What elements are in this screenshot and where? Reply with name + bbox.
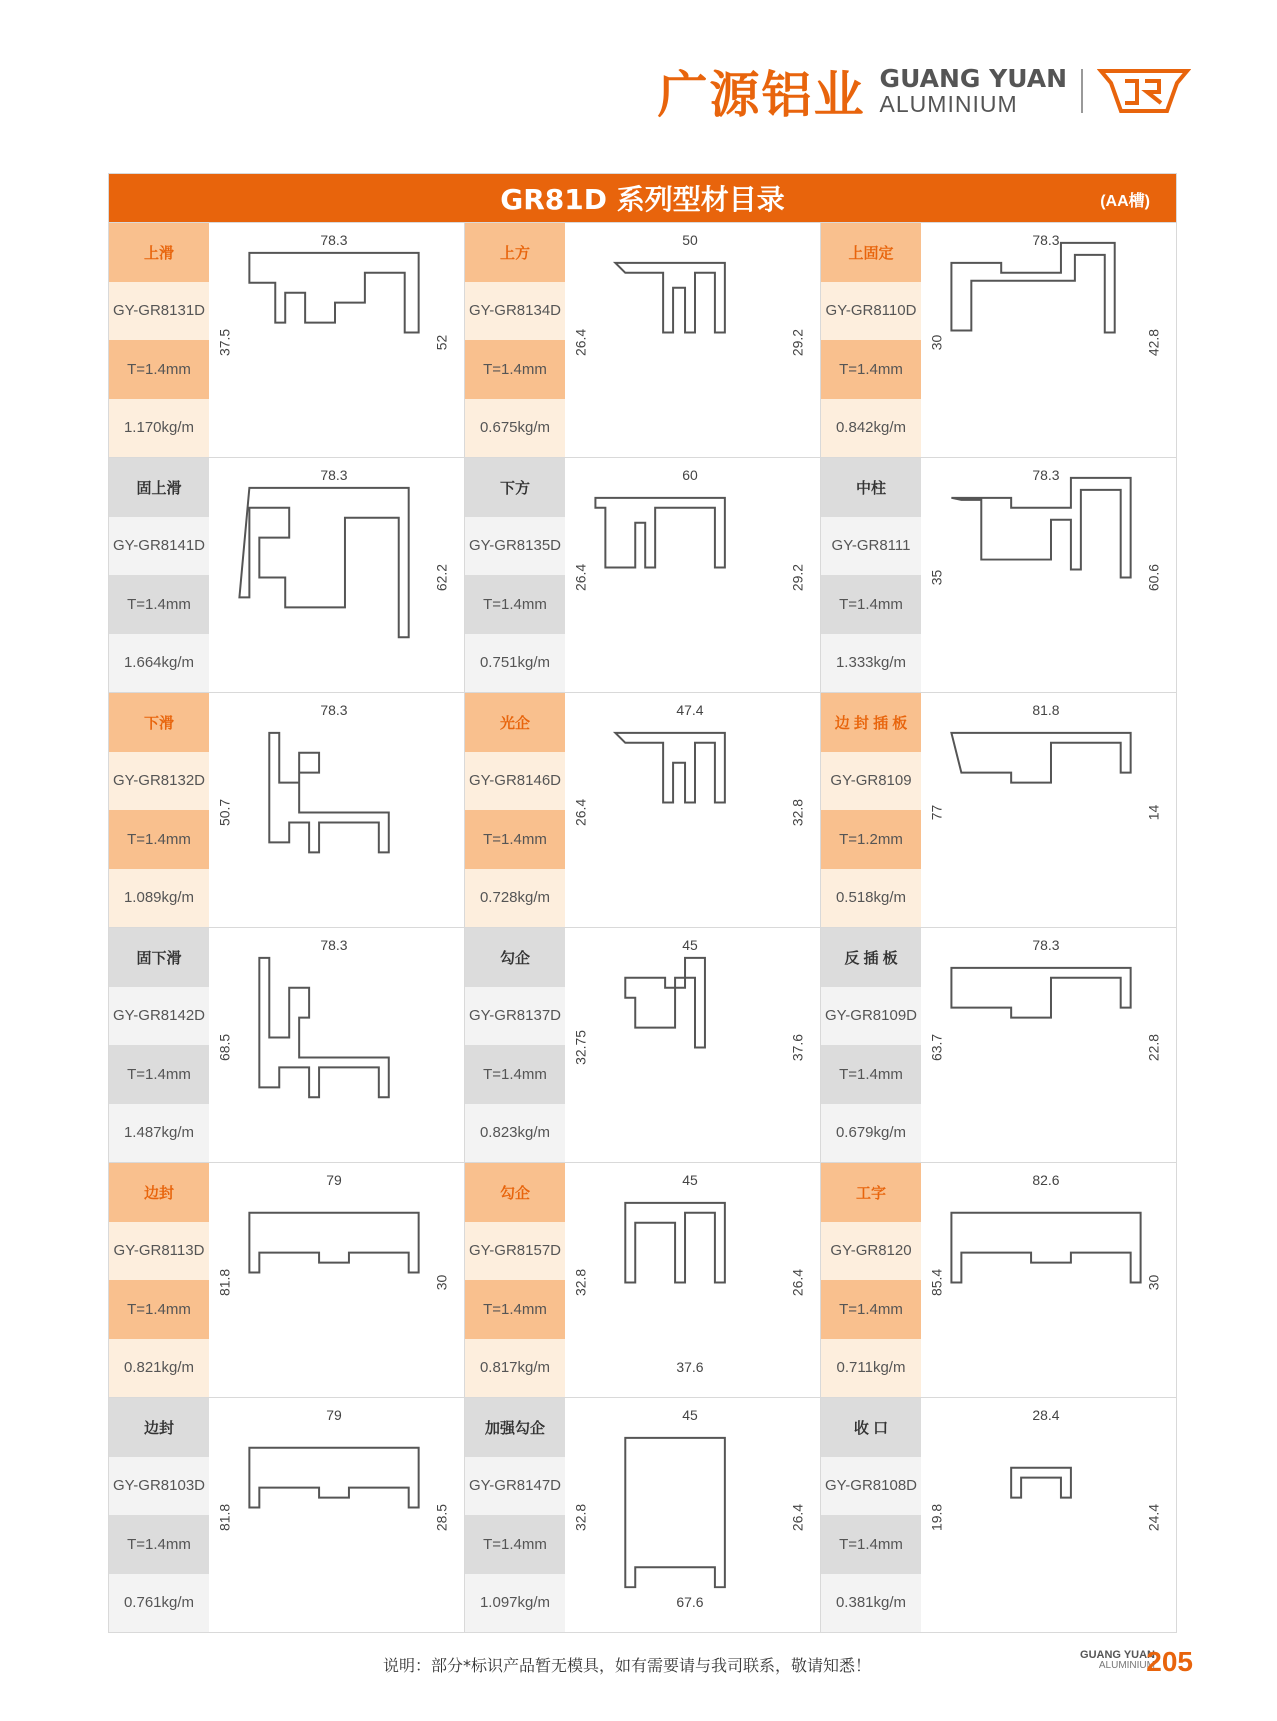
- profile-thickness: T=1.4mm: [109, 1280, 209, 1339]
- catalog-title-bar: [108, 173, 1177, 222]
- profile-thickness: T=1.4mm: [821, 575, 921, 634]
- dimension-label: 79: [326, 1406, 342, 1423]
- profile-outline: [951, 243, 1114, 333]
- profile-code: GY-GR8108D: [821, 1457, 921, 1516]
- profile-outline: [249, 1213, 418, 1273]
- profile-info: [465, 223, 565, 457]
- profile-outline: [249, 253, 418, 333]
- profile-section-drawing: [921, 1163, 1176, 1397]
- profile-cell: [109, 458, 465, 693]
- brand-name-cn: 广源铝业: [657, 66, 866, 124]
- profile-weight: 1.097kg/m: [465, 1574, 565, 1633]
- dimension-label: 42.8: [1145, 328, 1162, 357]
- profile-section-drawing: [565, 1398, 820, 1632]
- dimension-label: 68.5: [216, 1033, 233, 1062]
- profile-name: 加强勾企: [465, 1398, 565, 1457]
- profile-cell: [821, 928, 1177, 1163]
- profile-info: [109, 1163, 209, 1397]
- profile-outline: [249, 1448, 418, 1508]
- profile-drawing: [565, 928, 820, 1162]
- dimension-label: 35: [928, 569, 945, 586]
- dimension-label: 78.3: [1032, 936, 1060, 953]
- profile-info: [465, 1163, 565, 1397]
- dimension-label: 19.8: [928, 1503, 945, 1532]
- dimension-label: 32.8: [572, 1503, 589, 1532]
- profile-name: 工字: [821, 1163, 921, 1222]
- profile-name: 边封: [109, 1163, 209, 1222]
- dimension-label: 81.8: [216, 1268, 233, 1297]
- dimension-label: 77: [928, 804, 945, 821]
- profile-code: GY-GR8110D: [821, 282, 921, 341]
- profile-code: GY-GR8142D: [109, 987, 209, 1046]
- profile-section-drawing: [921, 223, 1176, 457]
- profile-code: GY-GR8157D: [465, 1222, 565, 1281]
- profile-outline: [1011, 1468, 1071, 1498]
- profile-drawing: [209, 1163, 464, 1397]
- dimension-label: 22.8: [1145, 1033, 1162, 1062]
- profile-code: GY-GR8134D: [465, 282, 565, 341]
- profile-outline: [615, 263, 725, 333]
- dimension-label: 26.4: [572, 328, 589, 357]
- profile-outline: [951, 478, 1130, 578]
- profile-outline: [625, 1438, 725, 1587]
- dimension-label: 50.7: [216, 798, 233, 827]
- dimension-label: 47.4: [676, 701, 704, 718]
- profile-cell: [465, 223, 821, 458]
- profile-thickness: T=1.4mm: [109, 340, 209, 399]
- profile-thickness: T=1.4mm: [821, 1045, 921, 1104]
- profile-cell: [821, 1398, 1177, 1633]
- profile-drawing: [921, 928, 1176, 1162]
- profile-cell: [821, 1163, 1177, 1398]
- profile-thickness: T=1.4mm: [465, 1045, 565, 1104]
- profile-cell: [109, 223, 465, 458]
- dimension-label: 45: [682, 1171, 698, 1188]
- profile-weight: 1.089kg/m: [109, 869, 209, 928]
- dimension-label: 78.3: [320, 701, 348, 718]
- profile-info: [465, 1398, 565, 1632]
- profile-weight: 1.487kg/m: [109, 1104, 209, 1163]
- profile-drawing: [565, 458, 820, 692]
- profile-name: 勾企: [465, 1163, 565, 1222]
- profile-drawing: [565, 693, 820, 927]
- profile-name: 中柱: [821, 458, 921, 517]
- dimension-label: 67.6: [676, 1594, 704, 1611]
- profile-weight: 0.821kg/m: [109, 1339, 209, 1398]
- profile-name: 勾企: [465, 928, 565, 987]
- profile-name: 上固定: [821, 223, 921, 282]
- profile-section-drawing: [209, 223, 464, 457]
- profile-code: GY-GR8109D: [821, 987, 921, 1046]
- footer-brand-2: ALUMINIUM: [1098, 1660, 1155, 1671]
- profile-info: [465, 458, 565, 692]
- profile-name: 上方: [465, 223, 565, 282]
- profile-code: GY-GR8135D: [465, 517, 565, 576]
- profile-outline: [951, 968, 1130, 1018]
- profile-info: [109, 1398, 209, 1632]
- dimension-label: 45: [682, 936, 698, 953]
- profile-drawing: [565, 1398, 820, 1632]
- profile-name: 边 封 插 板: [821, 693, 921, 752]
- dimension-label: 62.2: [433, 563, 450, 592]
- profile-cell: [821, 693, 1177, 928]
- dimension-label: 78.3: [1032, 231, 1060, 248]
- profile-cell: [465, 1163, 821, 1398]
- profile-weight: 0.817kg/m: [465, 1339, 565, 1398]
- profile-section-drawing: [565, 693, 820, 927]
- profile-weight: 0.381kg/m: [821, 1574, 921, 1633]
- dimension-label: 32.75: [572, 1030, 589, 1065]
- profile-cell: [465, 928, 821, 1163]
- profile-drawing: [209, 693, 464, 927]
- profile-weight: 1.664kg/m: [109, 634, 209, 693]
- profile-outline: [625, 1203, 725, 1283]
- dimension-label: 78.3: [1032, 466, 1060, 483]
- dimension-label: 26.4: [572, 563, 589, 592]
- profile-info: [821, 1398, 921, 1632]
- profile-code: GY-GR8111: [821, 517, 921, 576]
- dimension-label: 85.4: [928, 1268, 945, 1297]
- profile-code: GY-GR8120: [821, 1222, 921, 1281]
- profile-weight: 1.333kg/m: [821, 634, 921, 693]
- profile-section-drawing: [565, 223, 820, 457]
- dimension-label: 28.5: [433, 1503, 450, 1532]
- footer-brand-1: GUANG YUAN: [1080, 1649, 1155, 1661]
- profile-weight: 0.675kg/m: [465, 399, 565, 458]
- profile-cell: [109, 1398, 465, 1633]
- profile-info: [465, 693, 565, 927]
- dimension-label: 81.8: [1032, 701, 1060, 718]
- profile-name: 反 插 板: [821, 928, 921, 987]
- dimension-label: 14: [1145, 804, 1162, 821]
- profile-outline: [951, 733, 1130, 783]
- profile-info: [821, 458, 921, 692]
- catalog-note: (AA槽): [1100, 193, 1150, 210]
- profile-name: 边封: [109, 1398, 209, 1457]
- profile-weight: 1.170kg/m: [109, 399, 209, 458]
- profile-thickness: T=1.4mm: [821, 1280, 921, 1339]
- profile-thickness: T=1.4mm: [109, 810, 209, 869]
- profile-name: 下滑: [109, 693, 209, 752]
- dimension-label: 24.4: [1145, 1503, 1162, 1532]
- profile-drawing: [209, 1398, 464, 1632]
- profile-drawing: [209, 223, 464, 457]
- dimension-label: 26.4: [789, 1268, 806, 1297]
- profile-thickness: T=1.4mm: [821, 1515, 921, 1574]
- profile-cell: [465, 693, 821, 928]
- profile-outline: [259, 958, 388, 1097]
- profile-cell: [821, 223, 1177, 458]
- profile-thickness: T=1.4mm: [465, 810, 565, 869]
- profile-name: 收 口: [821, 1398, 921, 1457]
- profile-name: 固下滑: [109, 928, 209, 987]
- profile-info: [109, 693, 209, 927]
- profile-info: [821, 693, 921, 927]
- profile-cell: [109, 1163, 465, 1398]
- dimension-label: 37.6: [789, 1033, 806, 1062]
- profile-section-drawing: [921, 693, 1176, 927]
- dimension-label: 50: [682, 231, 698, 248]
- profile-code: GY-GR8132D: [109, 752, 209, 811]
- profile-weight: 0.518kg/m: [821, 869, 921, 928]
- footer-note: 说明：部分*标识产品暂无模具，如有需要请与我司联系，敬请知悉！: [383, 1656, 872, 1675]
- profile-cell: [465, 458, 821, 693]
- profile-drawing: [565, 223, 820, 457]
- dimension-label: 60: [682, 466, 698, 483]
- profile-drawing: [921, 693, 1176, 927]
- profile-section-drawing: [921, 928, 1176, 1162]
- dimension-label: 30: [1145, 1274, 1162, 1291]
- dimension-label: 29.2: [789, 563, 806, 592]
- dimension-label: 78.3: [320, 231, 348, 248]
- profile-info: [109, 458, 209, 692]
- catalog-title: GR81D 系列型材目录: [500, 183, 785, 216]
- profile-drawing: [209, 458, 464, 692]
- profile-section-drawing: [209, 928, 464, 1162]
- brand-emblem-icon: [1097, 63, 1191, 119]
- dimension-label: 52: [433, 334, 450, 351]
- profile-info: [109, 223, 209, 457]
- brand-name-en: [880, 65, 1067, 118]
- profile-section-drawing: [209, 458, 464, 692]
- logo-divider: [1081, 69, 1083, 113]
- dimension-label: 79: [326, 1171, 342, 1188]
- profile-outline: [269, 733, 388, 852]
- dimension-label: 32.8: [789, 798, 806, 827]
- profile-outline: [625, 958, 705, 1048]
- dimension-label: 63.7: [928, 1033, 945, 1062]
- dimension-label: 60.6: [1145, 563, 1162, 592]
- footer-brand: [1080, 1650, 1155, 1671]
- profile-name: 光企: [465, 693, 565, 752]
- profile-cell: [465, 1398, 821, 1633]
- profile-code: GY-GR8103D: [109, 1457, 209, 1516]
- profile-grid: [108, 222, 1177, 1633]
- profile-weight: 0.751kg/m: [465, 634, 565, 693]
- brand-name-en-1: GUANG YUAN: [879, 63, 1067, 93]
- dimension-label: 78.3: [320, 936, 348, 953]
- profile-weight: 0.761kg/m: [109, 1574, 209, 1633]
- profile-drawing: [921, 1163, 1176, 1397]
- profile-thickness: T=1.4mm: [465, 340, 565, 399]
- profile-info: [821, 223, 921, 457]
- dimension-label: 37.6: [676, 1359, 704, 1376]
- profile-thickness: T=1.4mm: [465, 1515, 565, 1574]
- dimension-label: 29.2: [789, 328, 806, 357]
- profile-code: GY-GR8141D: [109, 517, 209, 576]
- profile-weight: 0.842kg/m: [821, 399, 921, 458]
- profile-thickness: T=1.4mm: [465, 1280, 565, 1339]
- profile-drawing: [921, 1398, 1176, 1632]
- profile-code: GY-GR8147D: [465, 1457, 565, 1516]
- profile-section-drawing: [565, 458, 820, 692]
- profile-thickness: T=1.4mm: [465, 575, 565, 634]
- profile-code: GY-GR8131D: [109, 282, 209, 341]
- profile-catalog: [108, 173, 1177, 1633]
- profile-name: 上滑: [109, 223, 209, 282]
- profile-info: [109, 928, 209, 1162]
- profile-name: 固上滑: [109, 458, 209, 517]
- profile-code: GY-GR8146D: [465, 752, 565, 811]
- profile-section-drawing: [921, 458, 1176, 692]
- profile-section-drawing: [209, 1163, 464, 1397]
- dimension-label: 32.8: [572, 1268, 589, 1297]
- dimension-label: 26.4: [789, 1503, 806, 1532]
- profile-cell: [109, 928, 465, 1163]
- dimension-label: 81.8: [216, 1503, 233, 1532]
- profile-thickness: T=1.4mm: [109, 575, 209, 634]
- profile-thickness: T=1.4mm: [821, 340, 921, 399]
- profile-thickness: T=1.4mm: [109, 1045, 209, 1104]
- dimension-label: 45: [682, 1406, 698, 1423]
- profile-name: 下方: [465, 458, 565, 517]
- profile-cell: [109, 693, 465, 928]
- brand-name-en-2: ALUMINIUM: [879, 91, 1018, 118]
- dimension-label: 28.4: [1032, 1406, 1060, 1423]
- profile-section-drawing: [565, 1163, 820, 1397]
- profile-section-drawing: [209, 693, 464, 927]
- profile-thickness: T=1.4mm: [109, 1515, 209, 1574]
- profile-section-drawing: [921, 1398, 1176, 1632]
- profile-info: [465, 928, 565, 1162]
- dimension-label: 30: [928, 334, 945, 351]
- dimension-label: 78.3: [320, 466, 348, 483]
- profile-weight: 0.711kg/m: [821, 1339, 921, 1398]
- profile-weight: 0.823kg/m: [465, 1104, 565, 1163]
- profile-drawing: [209, 928, 464, 1162]
- page-number: 205: [1146, 1646, 1193, 1677]
- profile-section-drawing: [209, 1398, 464, 1632]
- profile-weight: 0.679kg/m: [821, 1104, 921, 1163]
- profile-info: [821, 928, 921, 1162]
- profile-weight: 0.728kg/m: [465, 869, 565, 928]
- profile-outline: [239, 488, 408, 637]
- profile-outline: [951, 1213, 1140, 1283]
- profile-drawing: [921, 223, 1176, 457]
- profile-outline: [615, 733, 725, 803]
- dimension-label: 37.5: [216, 328, 233, 357]
- profile-code: GY-GR8113D: [109, 1222, 209, 1281]
- dimension-label: 82.6: [1032, 1171, 1060, 1188]
- profile-code: GY-GR8109: [821, 752, 921, 811]
- brand-logo: [658, 56, 1191, 126]
- dimension-label: 26.4: [572, 798, 589, 827]
- profile-drawing: [921, 458, 1176, 692]
- profile-drawing: [565, 1163, 820, 1397]
- profile-code: GY-GR8137D: [465, 987, 565, 1046]
- dimension-label: 30: [433, 1274, 450, 1291]
- profile-cell: [821, 458, 1177, 693]
- profile-outline: [595, 498, 724, 568]
- profile-info: [821, 1163, 921, 1397]
- profile-section-drawing: [565, 928, 820, 1162]
- profile-thickness: T=1.2mm: [821, 810, 921, 869]
